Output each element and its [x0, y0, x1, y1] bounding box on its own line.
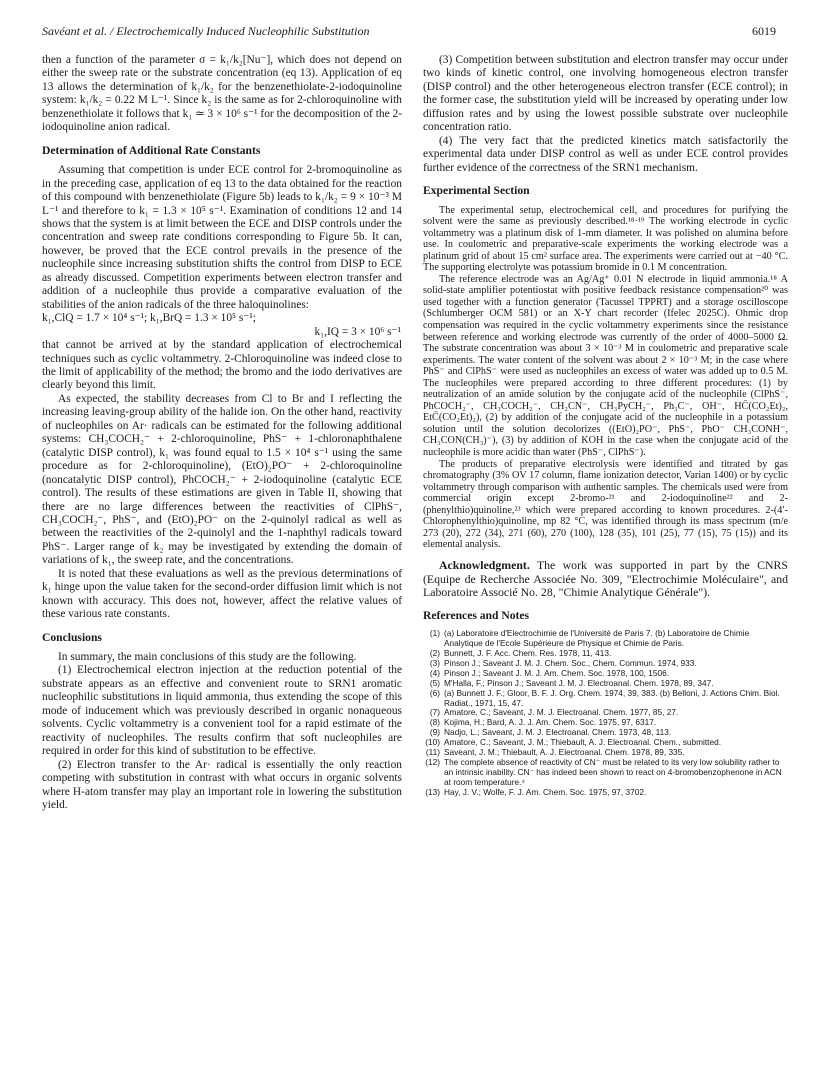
- section-heading-conclusions: Conclusions: [42, 630, 102, 644]
- reference-text: (a) Bunnett J. F.; Gloor, B. F. J. Org. Chem. 1974, 39, 383. (b) Belloni, J. Actions Chim. Biol. Radiat., 1971, 15, 47.: [444, 687, 780, 708]
- reference-number: (13): [425, 786, 440, 797]
- reference-text: Nadjo, L.; Saveant, J. M. J. Electroanal. Chem. 1973, 48, 113.: [444, 727, 672, 738]
- paragraph: (4) The very fact that the predicted kinetics match satisfactorily the experimental data under DISP control as well as under ECE control provides further evidence of the correctness of the SRN1 mechanism.: [423, 134, 788, 174]
- paragraph: The products of preparative electrolysis were identified and titrated by gas chromatography (3% OV 17 column, flame ionization detector, Varian 1400) or by cyclic voltammetry through comparison with authentic samples. The chemicals used were from commercial origin except 2-bromo-²¹ and 2-iodoquinoline²² and 2-(phenylthio)quinoline,²³ which were prepared according to known procedures. 2-(4′-Chlorophenylthio)quinoline, mp 82 °C, was identified through its mass spectrum (m/e 273 (20), 272 (34), 271 (60), 270 (100), 128 (35), 101 (25), 77 (15), 75 (15)) and its elemental analysis.: [423, 458, 788, 551]
- paragraph: (1) Electrochemical electron injection at the reduction potential of the substrate appears as an effective and convenient route to SRN1 aromatic nucleophilic substitutions in liquid ammonia, thus extending the scope of this mode of inducement which was previously described in organic nonaqueous solvents. Cyclic voltammetry is a convenient tool for a rapid estimate of the reactivity of nucleophiles. The results confirm that soft nucleophiles are required in order for this kind of substitution to be effective.: [42, 664, 402, 758]
- paragraph: (3) Competition between substitution and electron transfer may occur under two kinds of kinetic control, one involving homogeneous electron transfer (DISP control) and the other heterogeneous electron transfer (ECE control); in the former case, the substitution yield will be increased by operating under low diffusion rates and by using the lowest possible substrate over nucleophile concentration ratio.: [423, 54, 788, 134]
- paragraph: The experimental setup, electrochemical cell, and procedures for purifying the solvent were the same as previously described.¹⁸·¹⁹ The working electrode in cyclic voltammetry was a platinum disk of 1-mm diameter. It was polished on alumina before use. In coulometric and preparative-scale experiments the working electrode was a platinum grid of about 15 cm² surface area. The experiments were carried out at −40 °C. The supporting electrolyte was potassium bromide in 0.1 M concentration.: [423, 204, 788, 274]
- running-title: Savéant et al. / Electrochemically Induced Nucleophilic Substitution: [42, 24, 370, 38]
- reference-text: Pinson J.; Saveant J. M. J. Chem. Soc., Chem. Commun. 1974, 933.: [444, 657, 697, 668]
- reference-text: Kojima, H.; Bard, A. J. J. Am. Chem. Soc. 1975, 97, 6317.: [444, 717, 657, 728]
- paragraph: then a function of the parameter σ = k₁/k₂[Nu⁻], which does not depend on either the sweep rate or the substrate concentration (eq 13). Application of eq 13 allows the determination of k₁/k₂ for the benzenethiolate-2-iodoquinoline system: k₁/k₂ = 0.22 M L⁻¹. Since k₂ is the same as for 2-chloroquinoline with benzenethiolate it follows that k₁ ≃ 3 × 10⁶ s⁻¹ for the decomposition of the 2-iodoquinoline anion radical.: [42, 54, 402, 134]
- reference-number: (8): [429, 717, 440, 728]
- reference-item: [423, 758, 788, 788]
- reference-text: M'Halla, F.; Pinson J.; Saveant J. M. J. Electroanal. Chem. 1978, 89, 347.: [444, 677, 714, 688]
- reference-item: [423, 689, 788, 709]
- reference-text: Hay, J. V.; Wolfe, F. J. Am. Chem. Soc. 1975, 97, 3702.: [444, 786, 647, 797]
- reference-number: (5): [429, 677, 440, 688]
- reference-number: (4): [429, 667, 440, 678]
- reference-number: (3): [429, 657, 440, 668]
- section-heading-references: References and Notes: [423, 608, 530, 622]
- left-column: [42, 54, 402, 812]
- rate-constants-line: k₁,ClQ = 1.7 × 10⁴ s⁻¹; k₁,BrQ = 1.3 × 10⁵ s⁻¹;: [42, 312, 256, 325]
- paragraph: The reference electrode was an Ag/Ag⁺ 0.01 N electrode in liquid ammonia.¹⁸ A solid-state amplifier potentiostat with positive feedback resistance compensation²⁰ was used together with a function generator (Tacussel TPPRT) and a storage oscilloscope (Schlumberger OCM 581) or an X-Y chart recorder (Ifelec 2025C). Ohmic drop compensation was required in the cyclic voltammetry experiments since the resistance between reference and working electrode was currently of the order of 4000–5000 Ω. The substrate concentration was about 3 × 10⁻³ M in coulometric and preparative scale experiments. The water content of the solvent was about 2 × 10⁻³ M; in the case where PhS⁻ and ClPhS⁻ were used as nucleophiles an excess of water was added up to 0.5 M. The nucleophiles were prepared according to three different procedures: (1) by neutralization of an amide solution by the conjugate acid of the nucleophile (ClPhS⁻, PhCOCH₂⁻, CH₃COCH₂⁻, CH₂CN⁻, CH₃PyCH₂⁻, Ph₃C⁻, OH⁻, HC̄(CO₂Et)₂, EtC̄(CO₂Et)₂), (2) by addition of the conjugate acid of the nucleophile in a potassium solution until the solution decolorizes ((EtO)₂PO⁻, PhS⁻, PhO⁻ CH₃CONH⁻, CH₃CON(CH₃)⁻), (3) by addition of KOH in the case when the conjugate acid of the nucleophile is more acidic than water (PhS⁻, ClPhS⁻).: [423, 273, 788, 459]
- reference-number: (1): [429, 628, 440, 639]
- page-number: 6019: [752, 24, 776, 38]
- reference-number: (7): [429, 707, 440, 718]
- paragraph: It is noted that these evaluations as well as the previous determinations of k₁ hinge upon the value taken for the second-order diffusion limit which is not known with accuracy. This does not, however, affect the relative values of these various rate constants.: [42, 567, 402, 621]
- reference-item: [423, 629, 788, 649]
- section-heading-rate-constants: Determination of Additional Rate Constants: [42, 143, 261, 157]
- reference-text: The complete absence of reactivity of CN⁻ must be related to its very low solubility rather to an intrinsic inability. CN⁻ has indeed been shown to react on 4-bromobenzophenone in ACN at room temperature.⁴: [444, 756, 782, 787]
- reference-text: Amatore, C.; Saveant, J. M.; Thiebault, A. J. Electroanal. Chem., submitted.: [444, 737, 721, 748]
- reference-text: Amatore, C.; Saveant, J. M. J. Electroanal. Chem. 1977, 85, 27.: [444, 707, 679, 718]
- paragraph: In summary, the main conclusions of this study are the following.: [58, 651, 357, 664]
- paragraph: As expected, the stability decreases from Cl to Br and I reflecting the increasing leaving-group ability of the halide ion. On the other hand, reactivity of nucleophiles on Ar· radicals can be estimated for the following additional systems: CH₃COCH₂⁻ + 2-chloroquinoline, PhS⁻ + 1-chloronaphthalene (catalytic DISP control), k₁ was found equal to 1.5 × 10⁴ s⁻¹ using the same procedure as for 2-chloroquinoline), (EtO)₂PO⁻ + 2-chloroquinoline (noncatalytic DISP control), PhCOCH₂⁻ + 2-iodoquinoline (catalytic ECE control). The results of these estimations are given in Table II, showing that there are no large differences between the reactivities of ClPhS⁻, CH₃COCH₂⁻, PhS⁻, and (EtO)₂PO⁻ on the 2-quinolyl radical as well as between the reactivities of the 2-quinolyl and the 1-naphthyl radicals toward PhS⁻. Larger range of k₂ may be investigated by extending the domain of variations of k₁, the sweep rate, and the concentrations.: [42, 392, 402, 567]
- reference-number: (2): [429, 647, 440, 658]
- acknowledgment-text: The work was supported in part by the CNRS (Equipe de Recherche Associée No. 309, "Electrochimie Moléculaire", and Laboratoire Associé No. 28, "Chimie Analytique Générale").: [423, 557, 788, 600]
- reference-number: (6): [429, 687, 440, 698]
- right-column: [423, 54, 788, 798]
- acknowledgment-label: Acknowledgment.: [439, 557, 530, 572]
- reference-text: Bunnett, J. F. Acc. Chem. Res. 1978, 11, 413.: [444, 647, 612, 658]
- reference-item: [423, 788, 788, 798]
- reference-number: (12): [425, 756, 440, 767]
- reference-number: (11): [425, 747, 440, 758]
- paragraph: Assuming that competition is under ECE control for 2-bromoquinoline as in the preceding case, application of eq 13 to the data obtained for the reaction of this compound with benzenethiolate (Figure 5b) leads to k₁/k₂ = 9 × 10⁻³ M L⁻¹ and therefore to k₁ = 1.3 × 10⁵ s⁻¹. Examination of conditions 12 and 14 shows that the system is at limit between the ECE and DISP controls under the concentration and sweep rate conditions corresponding to Figure 5b. It can, however, be proved that the ECE control prevails in the presence of the nucleophile since increasing substitution shifts the control from DISP to ECE as already discussed. Competition experiments between electron transfer and addition of a nucleophile thus provide a comparative evaluation of the stabilities of the anion radicals of the three haloquinolines:: [42, 164, 402, 311]
- reference-number: (10): [425, 737, 440, 748]
- paragraph: that cannot be arrived at by the standard application of electrochemical techniques such as cyclic voltammetry. 2-Chloroquinoline was indeed close to the limit of applicability of the method; the bromo and the iodo derivatives are clearly beyond this limit.: [42, 339, 402, 392]
- reference-text: Saveant, J. M.; Thiebault, A. J. Electroanal. Chem. 1978, 89, 335.: [444, 747, 685, 758]
- reference-number: (9): [429, 727, 440, 738]
- reference-text: (a) Laboratoire d'Electrochimie de l'Université de Paris 7. (b) Laboratoire de Chimie Analytique de l'Ecole Supérieure de Physique et Chimie de Paris.: [444, 628, 750, 649]
- reference-text: Pinson J.; Saveant J. M. J. Am. Chem. Soc. 1978, 100, 1506.: [444, 667, 670, 678]
- paragraph: (2) Electron transfer to the Ar· radical is essentially the only reaction competing with substitution in contrast with what occurs in organic solvents where H-atom transfer may play an important role in lowering the substitution yield.: [42, 758, 402, 812]
- rate-constants-line: k₁,IQ = 3 × 10⁶ s⁻¹: [314, 325, 401, 338]
- acknowledgment: [423, 559, 788, 600]
- reference-list: [423, 629, 788, 797]
- section-heading-experimental: Experimental Section: [423, 184, 530, 198]
